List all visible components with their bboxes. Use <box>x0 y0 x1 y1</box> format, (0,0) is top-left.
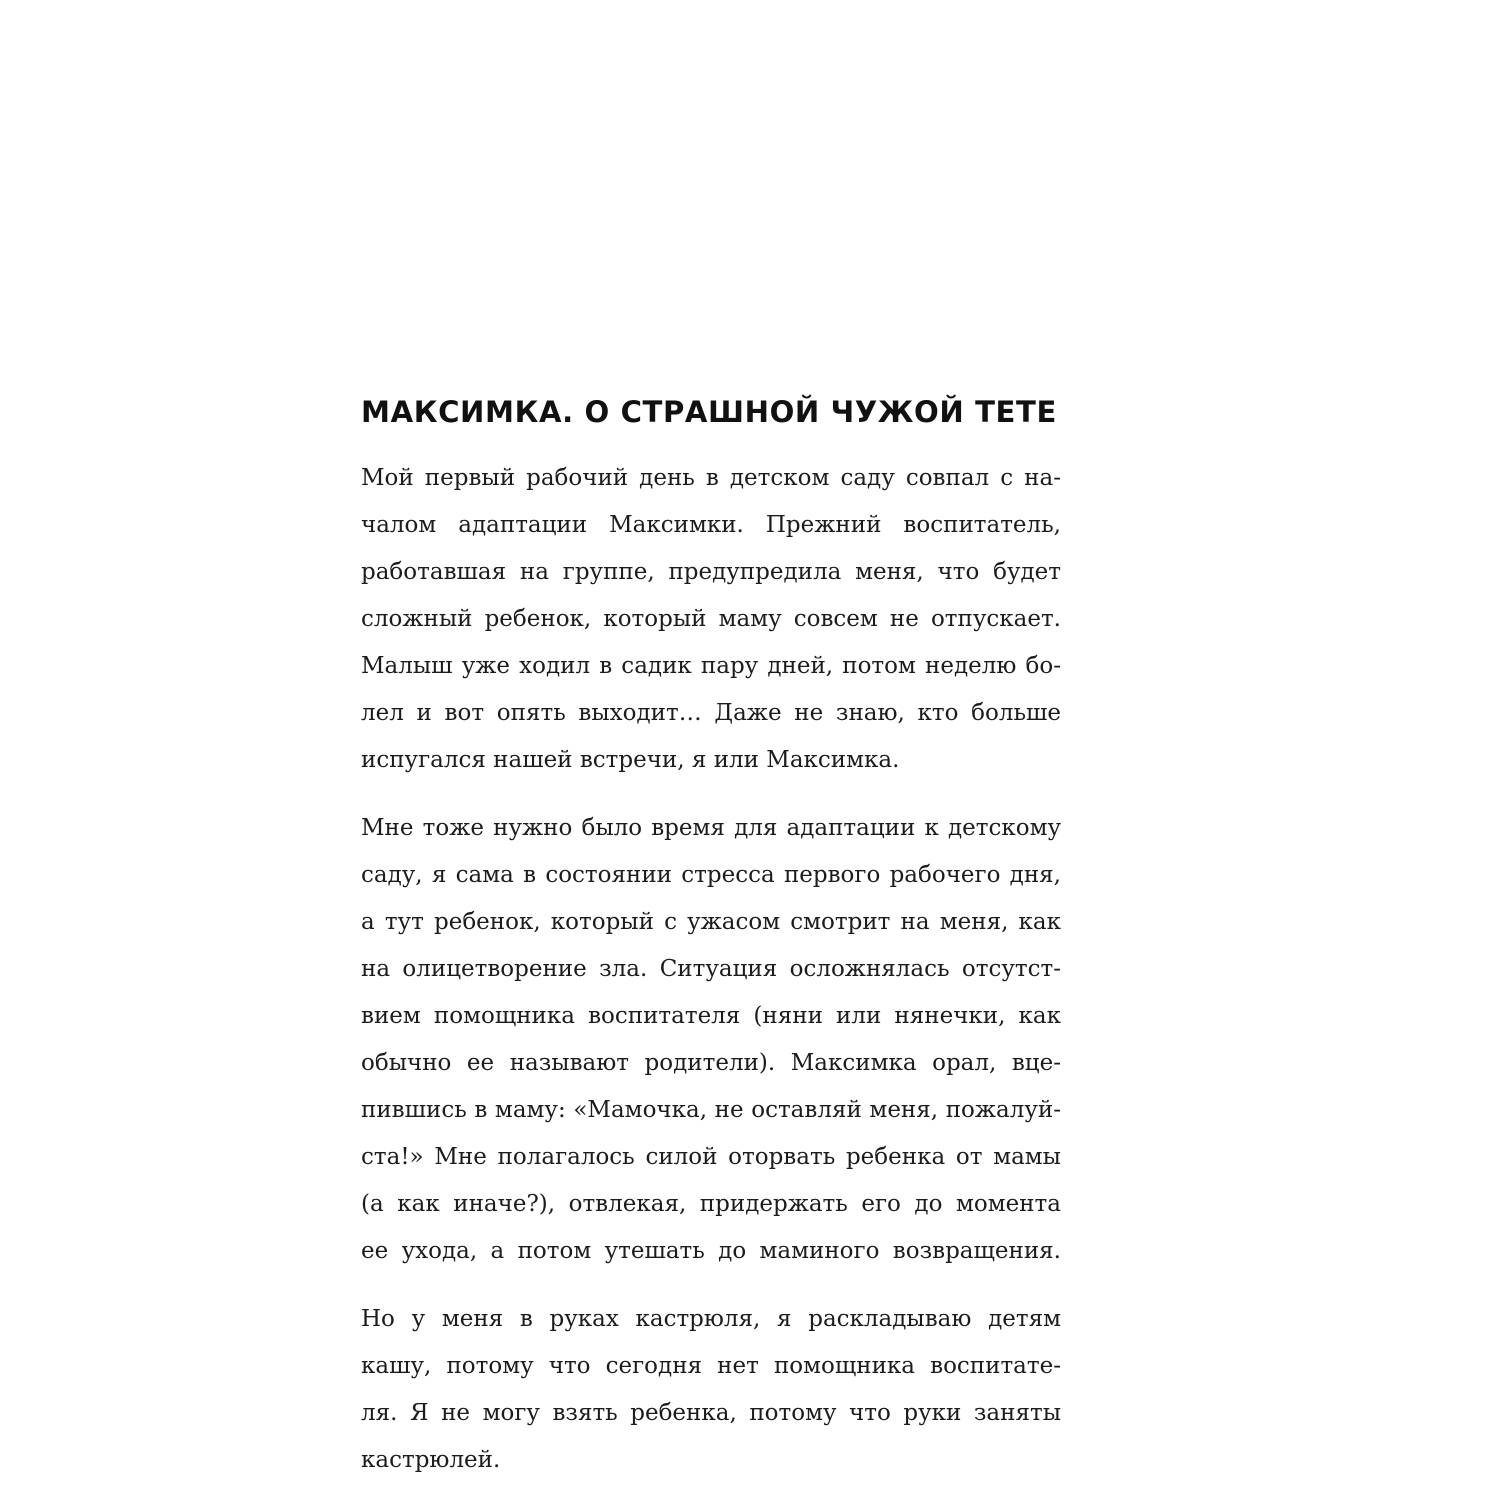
paragraph-line: вием помощника воспитателя (няни или нянечки, как <box>361 1003 1061 1029</box>
paragraph-line: пившись в маму: «Мамочка, не оставляй меня, пожалуй- <box>361 1097 1061 1123</box>
paragraph-line: обычно ее называют родители). Максимка орал, вце- <box>361 1050 1061 1076</box>
chapter-heading: МАКСИМКА. О СТРАШНОЙ ЧУЖОЙ ТЕТЕ <box>361 395 1057 429</box>
paragraph-line: чалом адаптации Максимки. Прежний воспитатель, <box>361 512 1061 538</box>
paragraph-line: на олицетворение зла. Ситуация осложнялась отсутст- <box>361 956 1061 982</box>
paragraph-line: Но у меня в руках кастрюля, я раскладываю детям <box>361 1306 1061 1332</box>
paragraph-line: сложный ребенок, который маму совсем не отпускает. <box>361 606 1061 632</box>
paragraph-line: ее ухода, а потом утешать до маминого возвращения. <box>361 1238 1061 1264</box>
paragraph-line: саду, я сама в состоянии стресса первого рабочего дня, <box>361 862 1061 888</box>
paragraph-line: лел и вот опять выходит… Даже не знаю, кто больше <box>361 700 1061 726</box>
text-block <box>361 392 1061 1484</box>
paragraph-line: а тут ребенок, который с ужасом смотрит на меня, как <box>361 909 1061 935</box>
paragraph-line: ля. Я не могу взять ребенка, потому что руки заняты <box>361 1400 1061 1426</box>
paragraph-line: работавшая на группе, предупредила меня, что будет <box>361 559 1061 585</box>
paragraph-line: кастрюлей. <box>361 1447 501 1473</box>
paragraph-line: Мой первый рабочий день в детском саду совпал с на- <box>361 465 1061 491</box>
paragraph-line: испугался нашей встречи, я или Максимка. <box>361 747 900 773</box>
paragraph-line: Мне тоже нужно было время для адаптации к детскому <box>361 815 1061 841</box>
paragraph-3 <box>361 1296 1061 1484</box>
paragraph-1 <box>361 455 1061 784</box>
paragraph-line: (а как иначе?), отвлекая, придержать его до момента <box>361 1191 1061 1217</box>
paragraph-line: кашу, потому что сегодня нет помощника воспитате- <box>361 1353 1061 1379</box>
paragraph-line: ста!» Мне полагалось силой оторвать ребенка от мамы <box>361 1144 1061 1170</box>
paragraph-line: Малыш уже ходил в садик пару дней, потом неделю бо- <box>361 653 1061 679</box>
paragraph-2 <box>361 805 1061 1275</box>
